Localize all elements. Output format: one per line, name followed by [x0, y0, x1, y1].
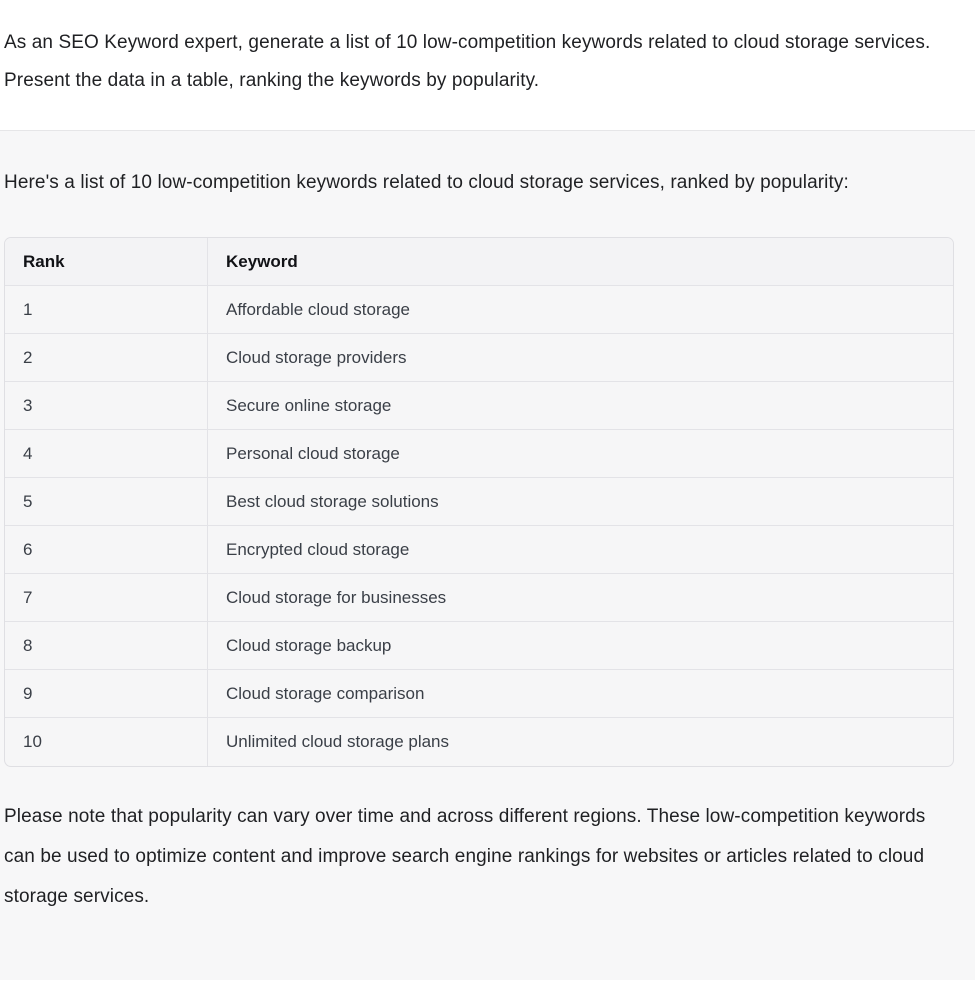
column-header-keyword: Keyword	[208, 238, 953, 286]
table-row	[5, 430, 953, 478]
cell-keyword: Cloud storage comparison	[208, 670, 953, 718]
column-header-rank: Rank	[5, 238, 208, 286]
cell-rank: 4	[5, 430, 208, 478]
cell-keyword: Unlimited cloud storage plans	[226, 732, 450, 751]
cell-rank: 5	[5, 478, 208, 526]
cell-keyword: Best cloud storage solutions	[208, 478, 953, 526]
keyword-table-head	[5, 238, 953, 286]
table-row	[5, 670, 953, 718]
cell-keyword: Secure online storage	[208, 382, 953, 430]
cell-rank: 2	[5, 334, 208, 382]
cell-keyword: Cloud storage providers	[208, 334, 953, 382]
cell-keyword: Cloud storage for businesses	[208, 574, 953, 622]
cell-keyword: Personal cloud storage	[208, 430, 953, 478]
table-row	[5, 718, 953, 766]
cell-rank: 6	[5, 526, 208, 574]
response-outro-text: Please note that popularity can vary over time and across different regions. These low-competition keywords can be used to optimize content and improve search engine rankings for websites or articles related to cloud storage services.	[4, 806, 926, 907]
response-block	[0, 131, 975, 980]
table-row	[5, 574, 953, 622]
cell-keyword: Cloud storage backup	[208, 622, 953, 670]
table-row	[5, 622, 953, 670]
cell-rank: 10	[5, 718, 208, 766]
table-row	[5, 526, 953, 574]
cell-rank: 7	[5, 574, 208, 622]
table-row	[5, 382, 953, 430]
response-intro-text: Here's a list of 10 low-competition keywords related to cloud storage services, ranked by popularity:	[4, 172, 849, 193]
table-header-row	[5, 238, 953, 286]
table-row	[5, 286, 953, 334]
prompt-block	[0, 0, 975, 131]
table-row	[5, 334, 953, 382]
prompt-text: As an SEO Keyword expert, generate a list of 10 low-competition keywords related to cloud storage services. Present the data in a table, ranking the keywords by popularity.	[4, 32, 931, 91]
cell-keyword: Affordable cloud storage	[208, 286, 953, 334]
cell-keyword: Encrypted cloud storage	[208, 526, 953, 574]
keyword-table-body	[5, 286, 953, 766]
cell-rank: 8	[5, 622, 208, 670]
keyword-table	[4, 237, 954, 767]
table-row	[5, 478, 953, 526]
cell-rank: 9	[5, 670, 208, 718]
cell-rank: 1	[5, 286, 208, 334]
cell-rank: 3	[5, 382, 208, 430]
